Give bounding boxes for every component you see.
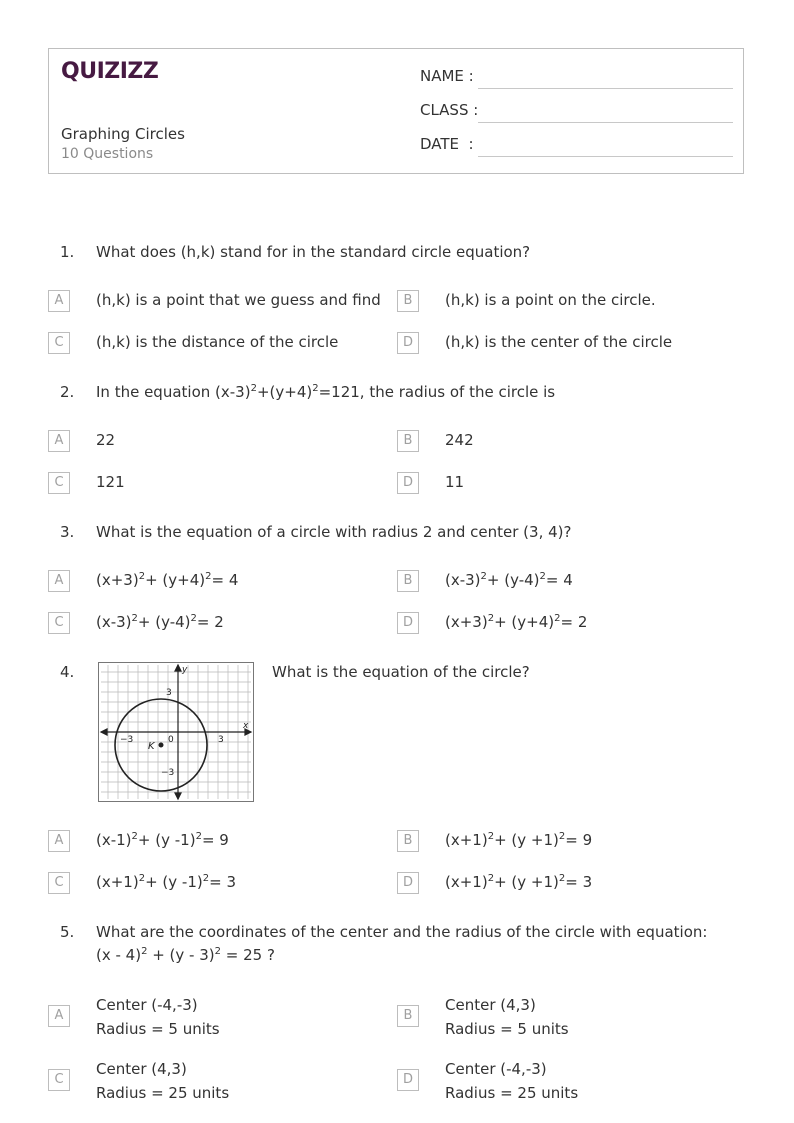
date-label: DATE : xyxy=(420,135,474,153)
name-line[interactable] xyxy=(478,88,733,89)
date-line[interactable] xyxy=(478,156,733,157)
y-axis-label: y xyxy=(182,665,188,675)
option-letter[interactable]: B xyxy=(397,1005,419,1027)
question-text: What is the equation of a circle with radius 2 and center (3, 4)? xyxy=(96,523,572,541)
option-letter[interactable]: D xyxy=(397,872,419,894)
question-text: In the equation $(x-3)^2+(y+4)^2=121$, the radius of the circle is xyxy=(96,383,556,401)
question-number: 4. xyxy=(60,663,75,681)
option-text: (h,k) is the distance of the circle xyxy=(96,333,339,351)
option-letter[interactable]: C xyxy=(48,332,70,354)
circle-graph xyxy=(98,662,254,802)
question-count: 10 Questions xyxy=(61,146,154,162)
option-text: 121 xyxy=(96,473,125,491)
question-number: 1. xyxy=(60,243,75,261)
question-text: What does (h,k) stand for in the standard circle equation? xyxy=(96,243,531,261)
option-text: $(x+1)^2+ (y +1)^2= 9$ xyxy=(445,831,593,849)
option-text: 22 xyxy=(96,431,116,449)
option-text: 242 xyxy=(445,431,474,449)
worksheet-header xyxy=(48,48,744,174)
y-tick-pos: 3 xyxy=(166,688,172,698)
option-text: $(x-1)^2+ (y$ -1)$^2$= 9 xyxy=(96,831,229,849)
option-letter[interactable]: D xyxy=(397,1069,419,1091)
option-letter[interactable]: D xyxy=(397,332,419,354)
option-letter[interactable]: A xyxy=(48,830,70,852)
class-line[interactable] xyxy=(478,122,733,123)
center-label-k: K xyxy=(148,741,155,752)
option-letter[interactable]: A xyxy=(48,1005,70,1027)
option-text: 11 xyxy=(445,473,465,491)
option-letter[interactable]: B xyxy=(397,290,419,312)
x-axis-label: x xyxy=(243,721,249,731)
y-tick-neg: −3 xyxy=(161,768,175,778)
option-text: $(x-3)^2+ (y-4)^2= 2$ xyxy=(96,613,224,631)
quizizz-logo: QUIZIZZ xyxy=(61,59,159,84)
option-letter[interactable]: B xyxy=(397,830,419,852)
option-text: Center (-4,-3) Radius = 25 units xyxy=(445,1060,579,1102)
worksheet-title: Graphing Circles xyxy=(61,125,185,143)
option-text: $(x+1)^2+ (y$ -1)$^2$= 3 xyxy=(96,873,236,891)
class-label: CLASS : xyxy=(420,101,479,119)
question-number: 2. xyxy=(60,383,75,401)
option-text: $(x+3)^2+ (y+4)^2= 2$ xyxy=(445,613,588,631)
question-text: What is the equation of the circle? xyxy=(272,663,530,681)
option-letter[interactable]: D xyxy=(397,472,419,494)
option-text: (h,k) is a point that we guess and find xyxy=(96,291,381,309)
option-text: (h,k) is a point on the circle. xyxy=(445,291,656,309)
name-field[interactable] xyxy=(420,67,733,91)
option-letter[interactable]: C xyxy=(48,612,70,634)
option-letter[interactable]: C xyxy=(48,872,70,894)
option-letter[interactable]: D xyxy=(397,612,419,634)
question-number: 3. xyxy=(60,523,75,541)
question-text-line-2: (x - 4)$^2$ + (y - 3)$^2$ = 25 ? xyxy=(96,946,275,964)
option-letter[interactable]: B xyxy=(397,430,419,452)
option-letter[interactable]: A xyxy=(48,290,70,312)
option-text: Center (4,3) Radius = 25 units xyxy=(96,1060,230,1102)
option-text: $(x+3)^2+ (y+4)^2= 4$ xyxy=(96,571,239,589)
class-field[interactable] xyxy=(420,101,733,125)
option-text: Center (4,3) Radius = 5 units xyxy=(445,996,569,1038)
option-letter[interactable]: C xyxy=(48,1069,70,1091)
option-letter[interactable]: A xyxy=(48,430,70,452)
option-letter[interactable]: C xyxy=(48,472,70,494)
option-text: $(x+1)^2+ (y +1)^2= 3$ xyxy=(445,873,593,891)
option-text: Center (-4,-3) Radius = 5 units xyxy=(96,996,220,1038)
origin-label: 0 xyxy=(168,735,174,745)
option-text: $(x-3)^2+ (y-4)^2= 4$ xyxy=(445,571,573,589)
question-text-line-1: What are the coordinates of the center and the radius of the circle with equation: xyxy=(96,923,708,941)
date-field[interactable] xyxy=(420,135,733,159)
option-letter[interactable]: B xyxy=(397,570,419,592)
name-label: NAME : xyxy=(420,67,474,85)
option-text: (h,k) is the center of the circle xyxy=(445,333,673,351)
x-tick-neg: −3 xyxy=(120,735,134,745)
option-letter[interactable]: A xyxy=(48,570,70,592)
question-number: 5. xyxy=(60,923,75,941)
x-tick-pos: 3 xyxy=(218,735,224,745)
center-point-k xyxy=(159,743,164,748)
